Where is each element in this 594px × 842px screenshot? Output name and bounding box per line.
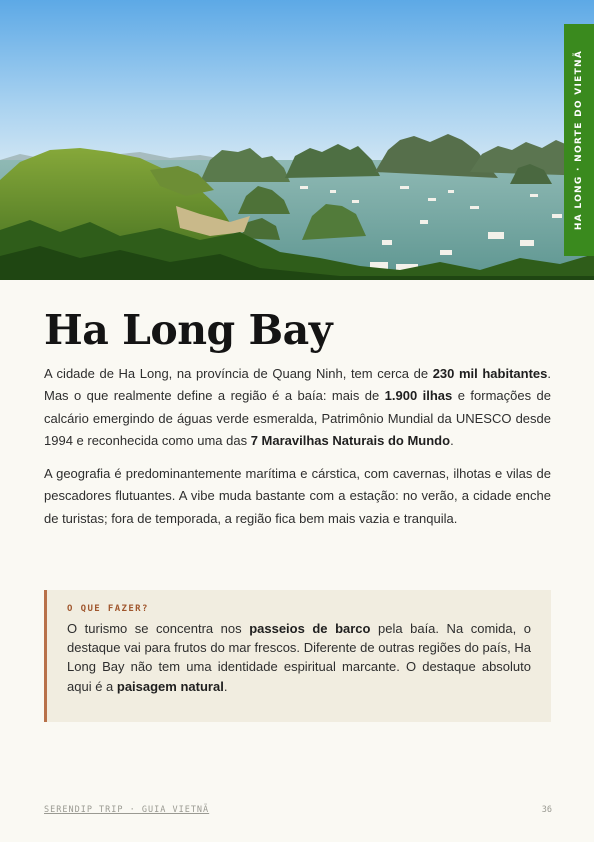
side-tab-label: HA LONG · NORTE DO VIETNÃ — [574, 49, 585, 231]
bold-wonders: 7 Maravilhas Naturais do Mundo — [250, 432, 451, 448]
paragraph-geography: A geografia é predominantemente marítima e cárstica, com cavernas, ilhotas e vilas de pescadores flutuantes. A vibe muda bastante com a estação: no verão, a cidade enche de turistas; fora de temporada, a região fica bem mais vazia e tranquila. — [44, 466, 551, 526]
footer-guide-name: SERENDIP TRIP · GUIA VIETNÃ — [44, 805, 210, 815]
text-run: pela baía. Na comida, o destaque vai para frutos do mar frescos. Diferente de outras regiões do país, Ha Long Bay não tem uma identidade espiritual marcante. O destaque absoluto aqui é a — [67, 621, 531, 694]
callout-text — [67, 619, 531, 696]
callout-heading: O QUE FAZER? — [67, 604, 149, 614]
bold-natural-landscape: paisagem natural — [116, 678, 224, 694]
callout-box — [44, 590, 551, 722]
bold-boat-tours: passeios de barco — [249, 621, 371, 636]
bold-islands: 1.900 ilhas — [384, 388, 453, 404]
ha-long-bay-landscape-image — [0, 0, 594, 280]
text-run: e formações de calcário emergindo de águas verde esmeralda, Patrimônio Mundial da UNESCO desde 1994 e reconhecida como uma das — [44, 388, 551, 448]
body-text — [44, 363, 551, 530]
text-run: . — [450, 432, 454, 448]
text-run: A cidade de Ha Long, na província de Quang Ninh, tem cerca de — [44, 366, 433, 381]
page-title: Ha Long Bay — [44, 306, 333, 354]
hero-photo — [0, 0, 594, 280]
paragraph-intro — [44, 363, 551, 452]
side-section-tab — [564, 24, 594, 256]
text-run: . — [223, 678, 228, 694]
page-number: 36 — [541, 805, 552, 815]
bold-population: 230 mil habitantes — [432, 366, 548, 381]
text-run: O turismo se concentra nos — [67, 621, 250, 636]
text-run: . Mas o que realmente define a região é a baía: mais de — [44, 366, 552, 404]
